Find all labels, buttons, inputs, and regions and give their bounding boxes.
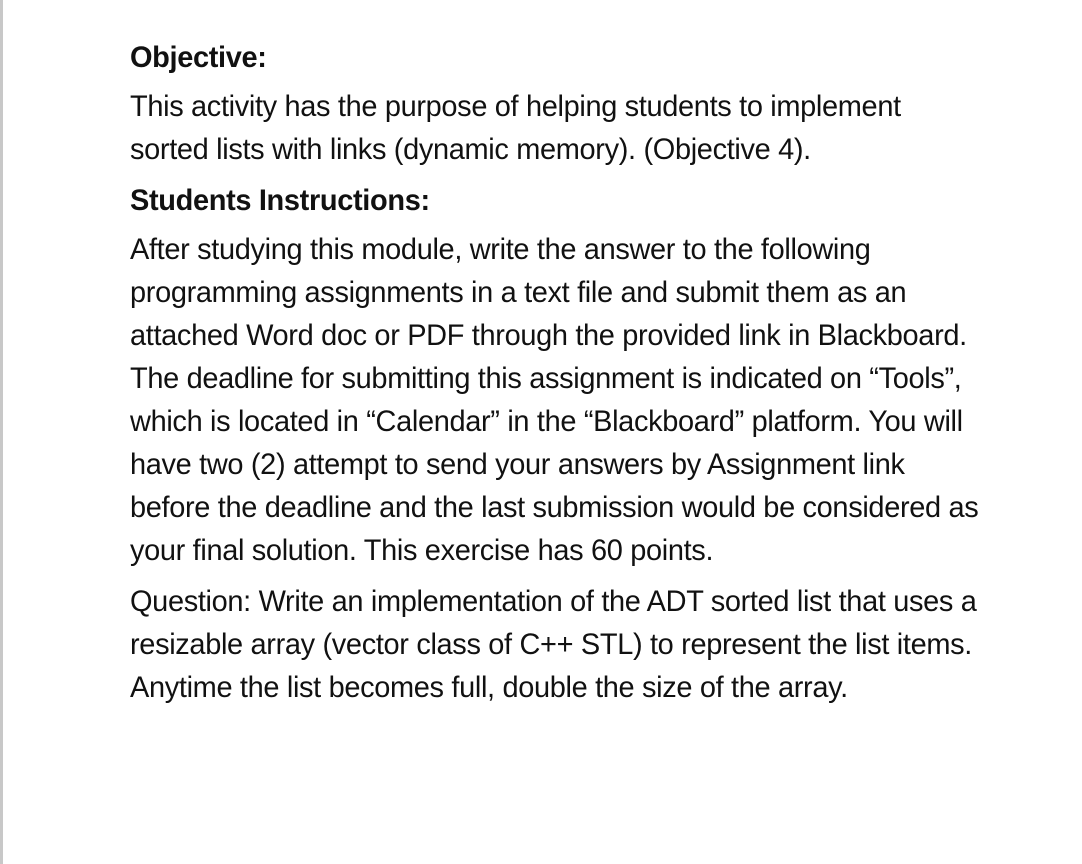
question-text: Question: Write an implementation of the ADT sorted list that uses a resizable array (vector class of C++ STL) to represent the list items. Anytime the list becomes full, double the size of the array.: [130, 585, 977, 704]
instructions-text: After studying this module, write the answer to the following programming assignments in a text file and submit them as an attached Word doc or PDF through the provided link in Blackboard. The deadline for submitting this assignment is indicated on “Tools”, which is located in “Calendar” in the “Blackboard” platform. You will have two (2) attempt to send your answers by Assignment link before the deadline and the last submission would be considered as your final solution. This exercise has 60 points.: [130, 233, 979, 567]
document-body: [130, 36, 979, 717]
objective-heading: Objective:: [130, 41, 267, 74]
objective-text: This activity has the purpose of helping students to implement sorted lists with links (dynamic memory). (Objective 4).: [130, 90, 901, 166]
instructions-heading: Students Instructions:: [130, 184, 430, 217]
